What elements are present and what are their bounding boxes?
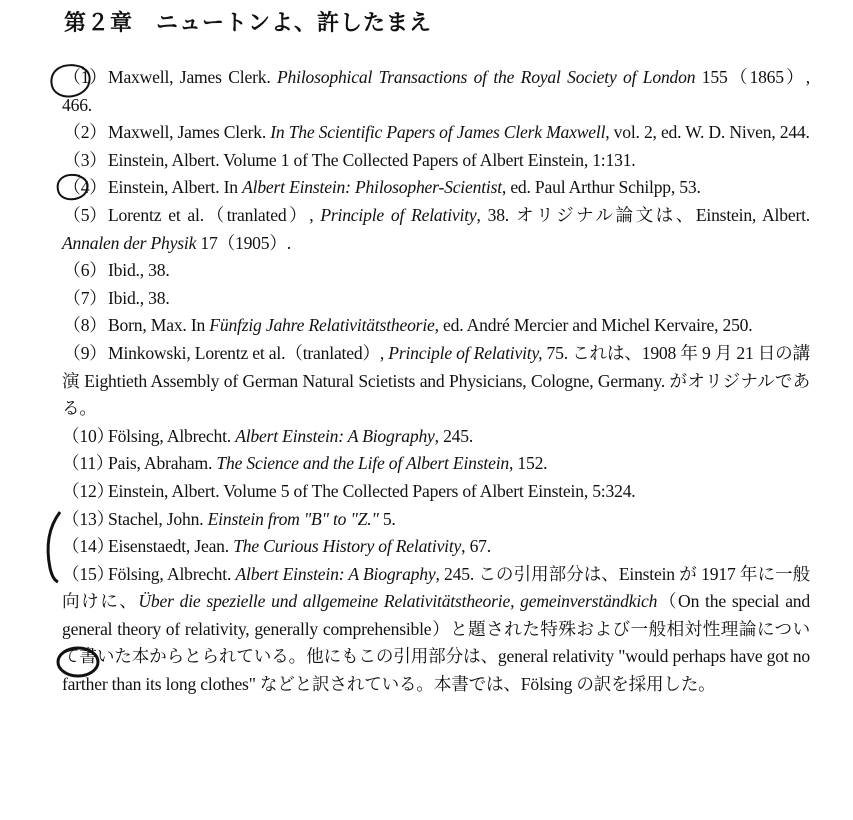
work-title: Annalen der Physik (62, 232, 197, 253)
work-title: Fünfzig Jahre Relativitätstheorie (209, 315, 435, 336)
citation-text: Maxwell, James Clerk. (108, 67, 277, 87)
endnote-number: （6） (63, 260, 107, 281)
endnote-9 (62, 340, 810, 423)
endnote-number: （10） (62, 425, 114, 446)
citation-text: Eisenstaedt, Jean. (108, 536, 234, 557)
citation-text: , 152. (508, 453, 548, 474)
endnote-number: （7） (63, 287, 107, 308)
endnote-number: （5） (63, 204, 107, 225)
endnote-10 (62, 423, 810, 451)
endnote-1 (62, 64, 810, 119)
work-title: Albert Einstein: A Biography (235, 425, 435, 446)
citation-text: , 245. この引用部分は、Einstein が 1917 年に一般向けに、 (62, 563, 810, 612)
endnote-number: （11） (62, 453, 114, 474)
citation-text: Fölsing, Albrecht. (108, 563, 236, 584)
work-title: Albert Einstein: Philosopher-Scientist (242, 177, 502, 198)
work-title: In The Scientific Papers of James Clerk Maxwell (270, 122, 606, 143)
work-title: Albert Einstein: A Biography (235, 563, 436, 584)
citation-text: , 245. (434, 425, 474, 446)
endnote-15 (62, 561, 810, 699)
citation-text: Einstein, Albert. In (108, 177, 243, 198)
work-title: The Science and the Life of Albert Einstein (216, 453, 509, 474)
endnotes-list (62, 64, 810, 699)
work-title: Über die spezielle und allgemeine Relativitätstheorie, gemeinverständkich (138, 591, 658, 612)
endnote-5 (62, 202, 810, 257)
citation-text: Lorentz et al.（tranlated）, (108, 204, 321, 225)
citation-text: , ed. André Mercier and Michel Kervaire, 250. (434, 315, 753, 336)
endnote-number: （4） (63, 177, 107, 198)
citation-text: Stachel, John. (108, 508, 208, 529)
endnote-7 (62, 285, 810, 313)
citation-text: , 67. (461, 536, 491, 557)
endnote-4 (62, 174, 810, 202)
handwritten-bracket-notes-10-11 (38, 508, 64, 586)
endnote-2 (62, 119, 810, 147)
citation-text: Einstein, Albert. Volume 1 of The Collected Papers of Albert Einstein, 1:131. (108, 149, 636, 170)
citation-text: 75. これは、1908 年 9 月 21 日の講演 Eightieth Assembly of German Natural Scietists and Physicians, Cologne, Germany. がオリジナルである。 (62, 342, 810, 419)
citation-text: Pais, Abraham. (108, 453, 217, 474)
endnote-number: （14） (62, 536, 114, 557)
citation-text: , ed. Paul Arthur Schilpp, 53. (501, 177, 701, 198)
endnote-number: （15） (62, 563, 114, 584)
citation-text: , vol. 2, ed. W. D. Niven, 244. (605, 122, 810, 143)
citation-text: Minkowski, Lorentz et al.（tranlated）, (108, 342, 389, 363)
citation-text: Fölsing, Albrecht. (108, 425, 236, 446)
endnote-number: （13） (62, 508, 114, 529)
endnote-14 (62, 533, 810, 561)
citation-text: , 38. オリジナル論文は、Einstein, Albert. (476, 204, 810, 225)
citation-text: Ibid., 38. (108, 287, 170, 308)
work-title: Principle of Relativity, (388, 342, 543, 363)
endnote-12 (62, 478, 810, 506)
work-title: The Curious History of Relativity (233, 536, 462, 557)
endnote-13 (62, 506, 810, 534)
endnote-3 (62, 147, 810, 175)
citation-text: 5. (378, 508, 396, 529)
citation-text: Ibid., 38. (108, 260, 170, 281)
citation-text: （On the special and general theory of relativity, generally comprehensible）と題された特殊および一般相対性理論について書いた本からとられている。他にもこの引用部分は、general relativity "would perhaps have got no farther than its long clothes" などと訳されている。本書では、Fölsing の訳を採用した。 (62, 591, 811, 695)
endnote-number: （9） (63, 342, 107, 363)
endnote-11 (62, 450, 810, 478)
chapter-title: 第２章 ニュートンよ、許したまえ (64, 11, 433, 36)
endnote-number: （3） (63, 149, 107, 170)
endnote-number: （12） (62, 480, 114, 501)
work-title: Einstein from "B" to "Z." (207, 508, 379, 529)
work-title: Principle of Relativity (320, 204, 477, 225)
citation-text: Maxwell, James Clerk. (108, 122, 271, 143)
work-title: Philosophical Transactions of the Royal Society of London (277, 67, 696, 87)
endnote-6 (62, 257, 810, 285)
citation-text: 155（1865）, 466. (62, 67, 810, 115)
endnote-number: （1） (63, 67, 107, 87)
citation-text: Einstein, Albert. Volume 5 of The Collected Papers of Albert Einstein, 5:324. (108, 480, 636, 501)
citation-text: 17（1905）. (196, 232, 291, 253)
citation-text: Born, Max. In (108, 315, 210, 336)
endnote-number: （2） (63, 122, 107, 143)
endnote-number: （8） (63, 315, 107, 336)
endnote-8 (62, 312, 810, 340)
